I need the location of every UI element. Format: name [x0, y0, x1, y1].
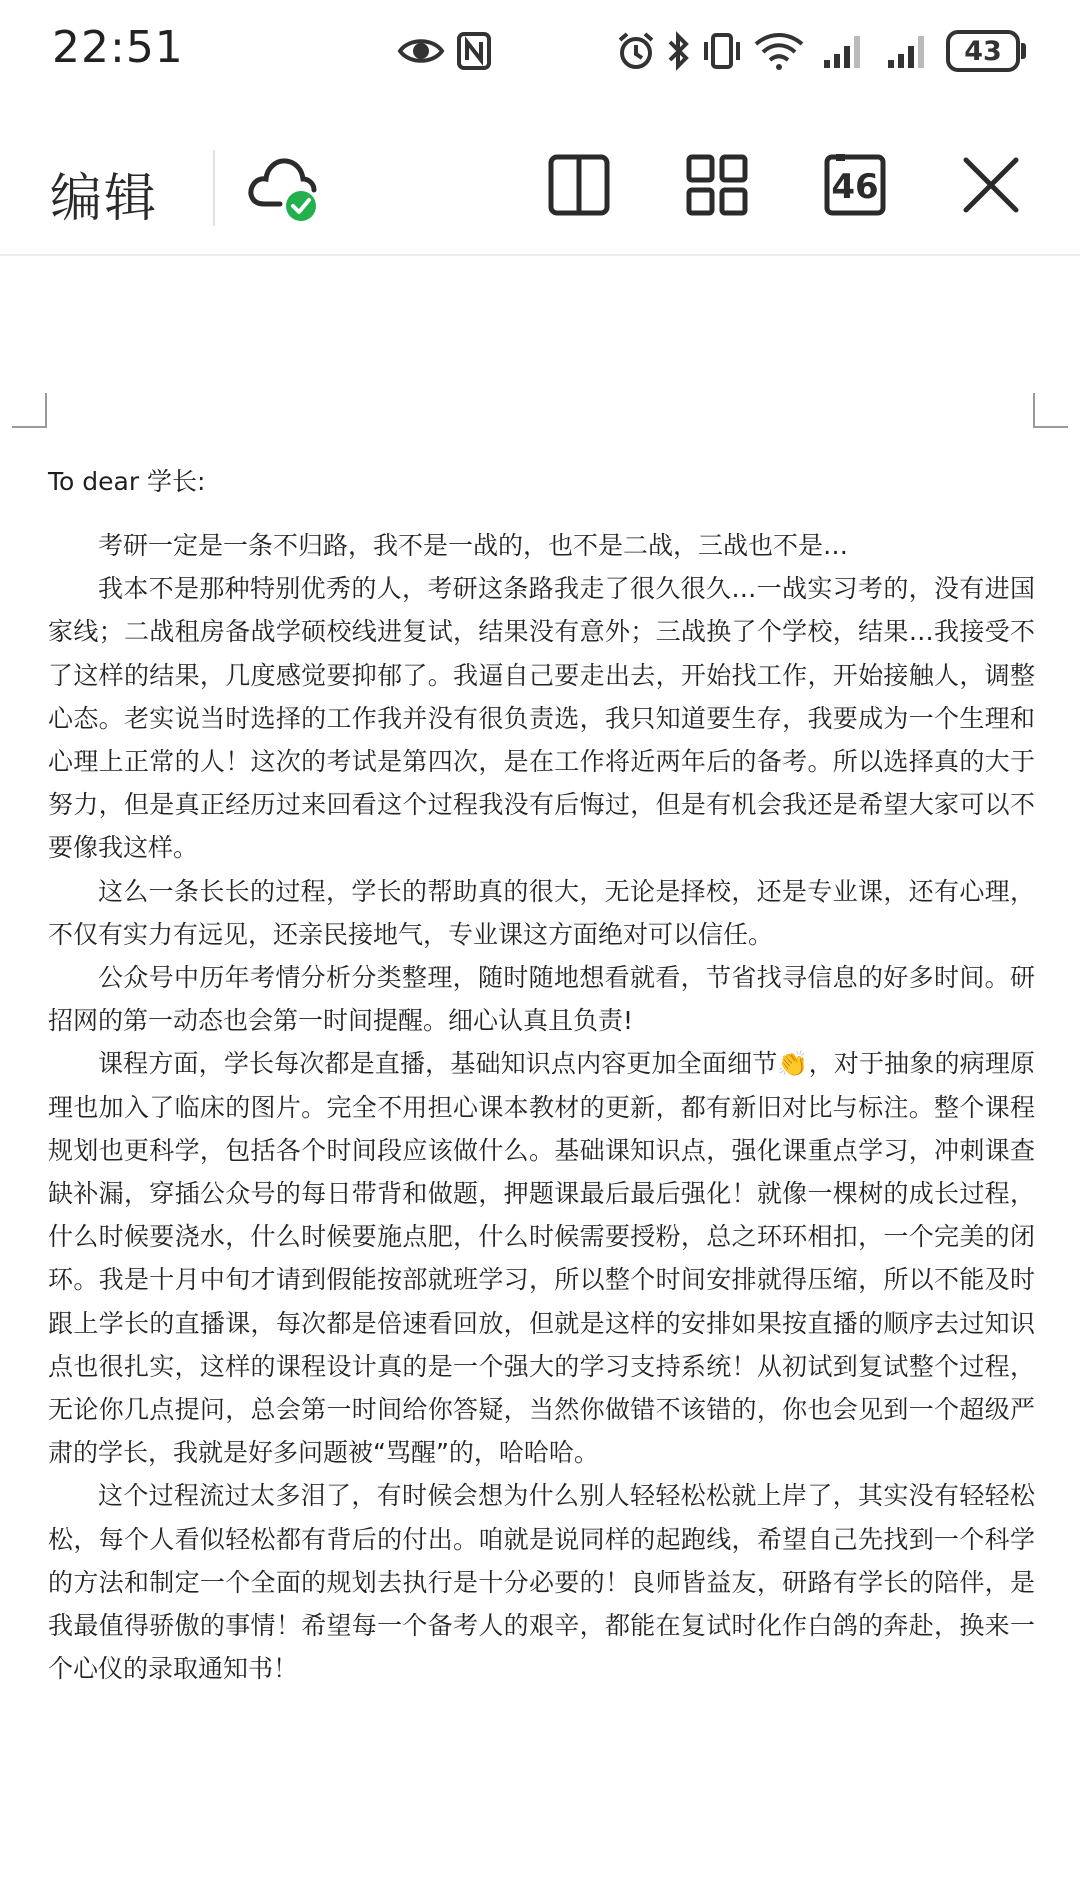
document-paragraph: 我本不是那种特别优秀的人，考研这条路我走了很久很久…一战实习考的，没有进国家线；二战租房备战学硕校线进复试，结果没有意外；三战换了个学校，结果…我接受不了这样的结果，几度感觉要抑郁了。我逼自己要走出去，开始找工作，开始接触人，调整心态。老实说当时选择的工作我并没有很负责选，我只知道要生存，我要成为一个生理和心理上正常的人！这次的考试是第四次，是在工作将近两年后的备考。所以选择真的大于努力，但是真正经历过来回看这个过程我没有后悔过，但是有机会我还是希望大家可以不要像我这样。 [48, 574, 1035, 863]
document-paragraph: 考研一定是一条不归路，我不是一战的，也不是二战，三战也不是… [98, 531, 849, 560]
signal-icon [886, 30, 930, 72]
page-count-icon[interactable] [824, 154, 886, 216]
cloud-sync-check-icon[interactable] [246, 154, 320, 224]
battery-indicator: 43 [946, 30, 1020, 72]
document-toolbar [0, 120, 1080, 256]
split-view-icon[interactable] [548, 154, 610, 216]
battery-tip [1021, 43, 1026, 59]
edit-button[interactable]: 编辑 [50, 169, 159, 229]
wifi-icon [752, 30, 806, 72]
bluetooth-icon [666, 30, 692, 72]
signal-icon [822, 30, 866, 72]
document-salutation: To dear 学长: [48, 467, 206, 496]
document-body [48, 460, 1035, 1690]
document-paragraph: 这个过程流过太多泪了，有时候会想为什么别人轻轻松松就上岸了，其实没有轻轻松松，每个人看似轻松都有背后的付出。咱就是说同样的起跑线，希望自己先找到一个科学的方法和制定一个全面的规划去执行是十分必要的！良师皆益友，研路有学长的陪伴，是我最值得骄傲的事情！希望每一个备考人的艰辛，都能在复试时化作白鸽的奔赴，换来一个心仪的录取通知书！ [48, 1481, 1035, 1684]
eye-icon [397, 30, 445, 72]
document-paragraph: 课程方面，学长每次都是直播，基础知识点内容更加全面细节👏，对于抽象的病理原理也加入了临床的图片。完全不用担心课本教材的更新，都有新旧对比与标注。整个课程规划也更科学，包括各个时间段应该做什么。基础课知识点，强化课重点学习，冲刺课查缺补漏，穿插公众号的每日带背和做题，押题课最后最后强化！就像一棵树的成长过程，什么时候要浇水，什么时候要施点肥，什么时候需要授粉，总之环环相扣，一个完美的闭环。我是十月中旬才请到假能按部就班学习，所以整个时间安排就得压缩，所以不能及时跟上学长的直播课，每次都是倍速看回放，但就是这样的安排如果按直播的顺序去过知识点也很扎实，这样的课程设计真的是一个强大的学习支持系统！从初试到复试整个过程，无论你几点提问，总会第一时间给你答疑，当然你做错不该错的，你也会见到一个超级严肃的学长，我就是好多问题被“骂醒”的，哈哈哈。 [48, 1049, 1035, 1468]
page-count-value: 46 [831, 167, 879, 207]
document-paragraph: 公众号中历年考情分析分类整理，随时随地想看就看，节省找寻信息的好多时间。研招网的第一动态也会第一时间提醒。细心认真且负责! [48, 963, 1035, 1036]
page-corner-left [12, 393, 48, 429]
nfc-icon [456, 30, 492, 72]
vibrate-icon [700, 30, 744, 72]
toolbar-divider [213, 150, 215, 226]
grid-view-icon[interactable] [686, 154, 748, 216]
close-icon[interactable] [960, 154, 1022, 216]
status-bar [0, 0, 1080, 105]
page-corner-right [1032, 393, 1068, 429]
alarm-icon [616, 30, 656, 72]
document-paragraph: 这么一条长长的过程，学长的帮助真的很大，无论是择校，还是专业课，还有心理，不仅有实力有远见，还亲民接地气，专业课这方面绝对可以信任。 [48, 876, 1035, 949]
status-time: 22:51 [52, 22, 184, 73]
